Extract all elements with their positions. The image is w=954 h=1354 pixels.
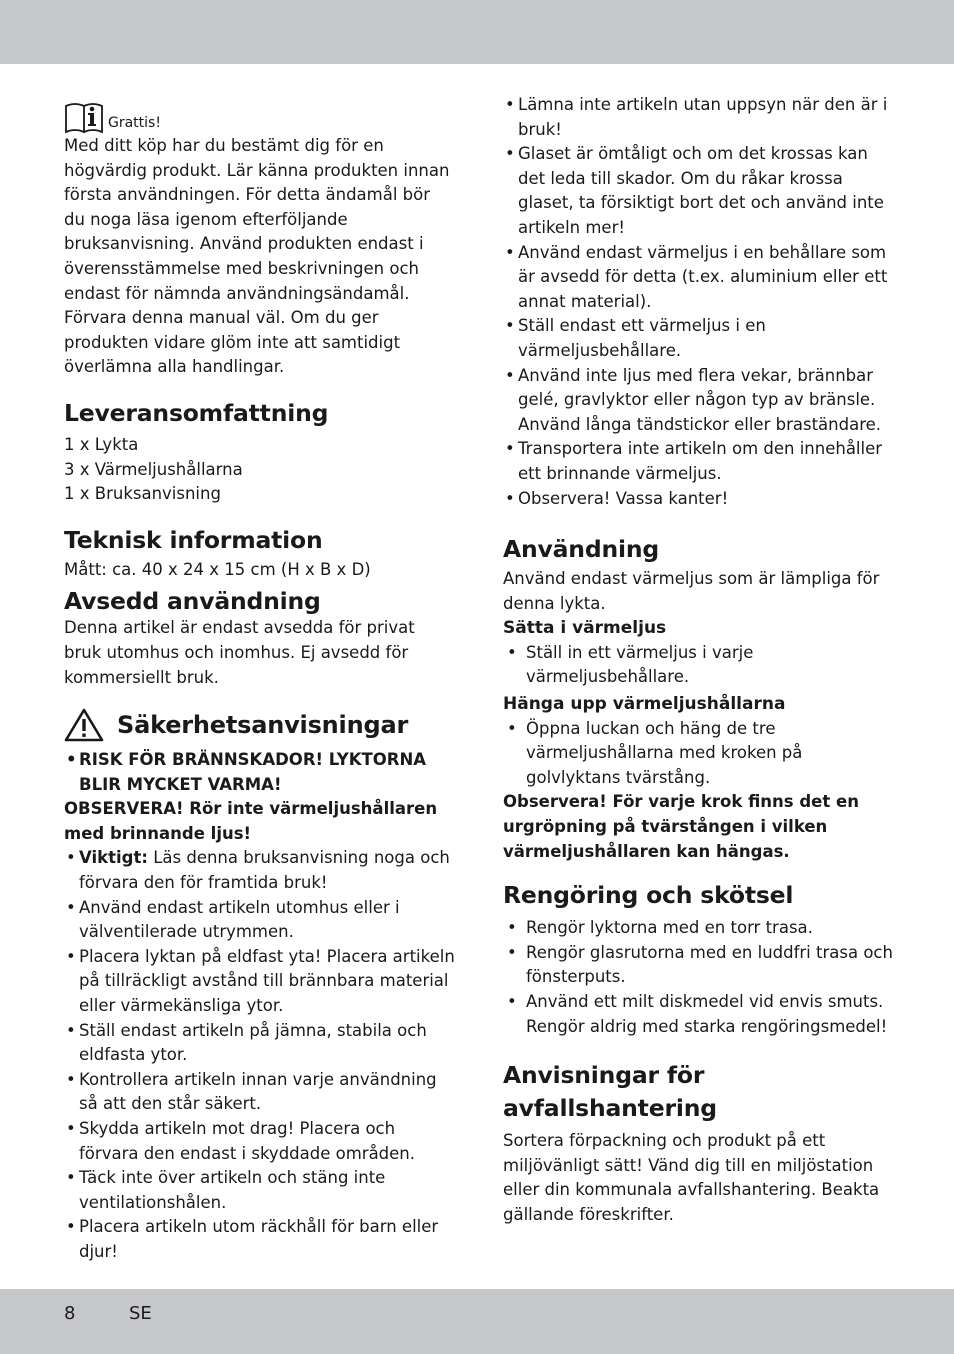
list-item: • Rengör lyktorna med en torr trasa.: [503, 916, 895, 941]
list-item: • Ställ in ett värmeljus i varje värmeljusbehållare.: [503, 641, 895, 690]
list-item: • Transportera inte artikeln om den innehåller ett brinnande värmeljus.: [503, 437, 895, 486]
list-item: 3 x Värmeljushållarna: [64, 459, 243, 479]
list-item: • Kontrollera artikeln innan varje användning så att den står säkert.: [64, 1068, 456, 1117]
header-bar: [0, 0, 954, 64]
list-item: • Öppna luckan och häng de tre värmeljushållarna med kroken på golvlyktans tvärstång.: [503, 717, 895, 791]
list-item: • Placera artikeln utom räckhåll för barn eller djur!: [64, 1215, 456, 1264]
list-item: • Glaset är ömtåligt och om det krossas kan det leda till skador. Om du råkar krossa glaset, ta försiktigt bort det och använd inte artikeln mer!: [503, 142, 895, 240]
list-item: 1 x Lykta: [64, 434, 139, 454]
list-item: • Ställ endast ett värmeljus i en värmeljusbehållare.: [503, 314, 895, 363]
intro-text: Med ditt köp har du bestämt dig för en högvärdig produkt. Lär känna produkten innan första användningen. För detta ändamål bör du noga läsa igenom efterföljande bruksanvisning. Använd produkten endast i överensstämmelse med beskrivningen och endast för nämnda användningsändamål. Förvara denna manual väl. Om du ger produkten vidare glöm inte att samtidigt överlämna alla handlingar.: [64, 136, 450, 377]
list-item: • Täck inte över artikeln och stäng inte ventilationshålen.: [64, 1166, 456, 1215]
list-item: [64, 846, 456, 895]
right-column: [503, 93, 895, 1228]
list-item: • Lämna inte artikeln utan uppsyn när den är i bruk!: [503, 93, 895, 142]
safety-risk: • RISK FÖR BRÄNNSKADOR! LYKTORNA BLIR MYCKET VARMA!: [64, 748, 456, 797]
disposal-text: Sortera förpackning och produkt på ett miljövänligt sätt! Vänd dig till en miljöstation eller din kommunala avfallshantering. Beakta gällande föreskrifter.: [503, 1131, 880, 1224]
safety-heading: [64, 706, 456, 744]
scope-list: [64, 433, 456, 507]
intro-heading: [64, 92, 456, 134]
list-item: • Placera lyktan på eldfast yta! Placera artikeln på tillräckligt avstånd till brännbara material eller värmekänsliga ytor.: [64, 945, 456, 1019]
language-code: SE: [129, 1303, 152, 1324]
usage-sub1-list: [503, 641, 895, 690]
list-item: • Använd endast värmeljus i en behållare som är avsedd för detta (t.ex. aluminium eller ett annat material).: [503, 241, 895, 315]
intro-label: Grattis!: [108, 115, 161, 131]
intended-title: Avsedd användning: [64, 587, 321, 616]
list-item: 1 x Bruksanvisning: [64, 484, 221, 504]
usage-text: Använd endast värmeljus som är lämpliga för denna lykta.: [503, 569, 880, 613]
safety-list-right: [503, 93, 895, 511]
page-number: 8: [64, 1303, 76, 1324]
usage-note: Observera! För varje krok finns det en urgröpning på tvärstången i vilken värmeljushållaren kan hängas.: [503, 792, 859, 861]
list-item: • Använd inte ljus med flera vekar, brännbar gelé, gravlyktor eller någon typ av bränsle. Använd långa tändstickor eller braständare.: [503, 364, 895, 438]
list-item: • Observera! Vassa kanter!: [503, 487, 895, 512]
tech-text: Mått: ca. 40 x 24 x 15 cm (H x B x D): [64, 559, 371, 579]
cleaning-list: [503, 916, 895, 1039]
list-item: • Skydda artikeln mot drag! Placera och förvara den endast i skyddade områden.: [64, 1117, 456, 1166]
disposal-title: Anvisningar för avfallshantering: [503, 1061, 717, 1123]
important-label: Viktigt:: [79, 848, 148, 868]
safety-observe: OBSERVERA! Rör inte värmeljushållaren med brinnande ljus!: [64, 799, 438, 843]
warning-triangle-icon: [64, 708, 104, 742]
list-item: • Använd ett milt diskmedel vid envis smuts. Rengör aldrig med starka rengöringsmedel!: [503, 990, 895, 1039]
safety-title: Säkerhetsanvisningar: [117, 711, 409, 740]
list-item: • Ställ endast artikeln på jämna, stabila och eldfasta ytor.: [64, 1019, 456, 1068]
manual-info-icon: [64, 100, 105, 134]
left-column: [64, 92, 456, 1265]
list-item: • Använd endast artikeln utomhus eller i välventilerade utrymmen.: [64, 896, 456, 945]
intended-text: Denna artikel är endast avsedda för privat bruk utomhus och inomhus. Ej avsedd för kommersiellt bruk.: [64, 618, 415, 687]
usage-sub2-title: Hänga upp värmeljushållarna: [503, 694, 786, 715]
safety-list: [64, 748, 456, 797]
scope-title: Leveransomfattning: [64, 398, 329, 427]
important-text: Läs denna bruksanvisning noga och förvara den för framtida bruk!: [79, 848, 450, 893]
usage-sub1-title: Sätta i värmeljus: [503, 618, 667, 639]
cleaning-title: Rengöring och skötsel: [503, 881, 794, 910]
usage-sub2-list: [503, 717, 895, 791]
safety-list-left: [64, 846, 456, 1264]
usage-title: Användning: [503, 535, 659, 564]
tech-title: Teknisk information: [64, 525, 323, 554]
list-item: • Rengör glasrutorna med en luddfri trasa och fönsterputs.: [503, 941, 895, 990]
